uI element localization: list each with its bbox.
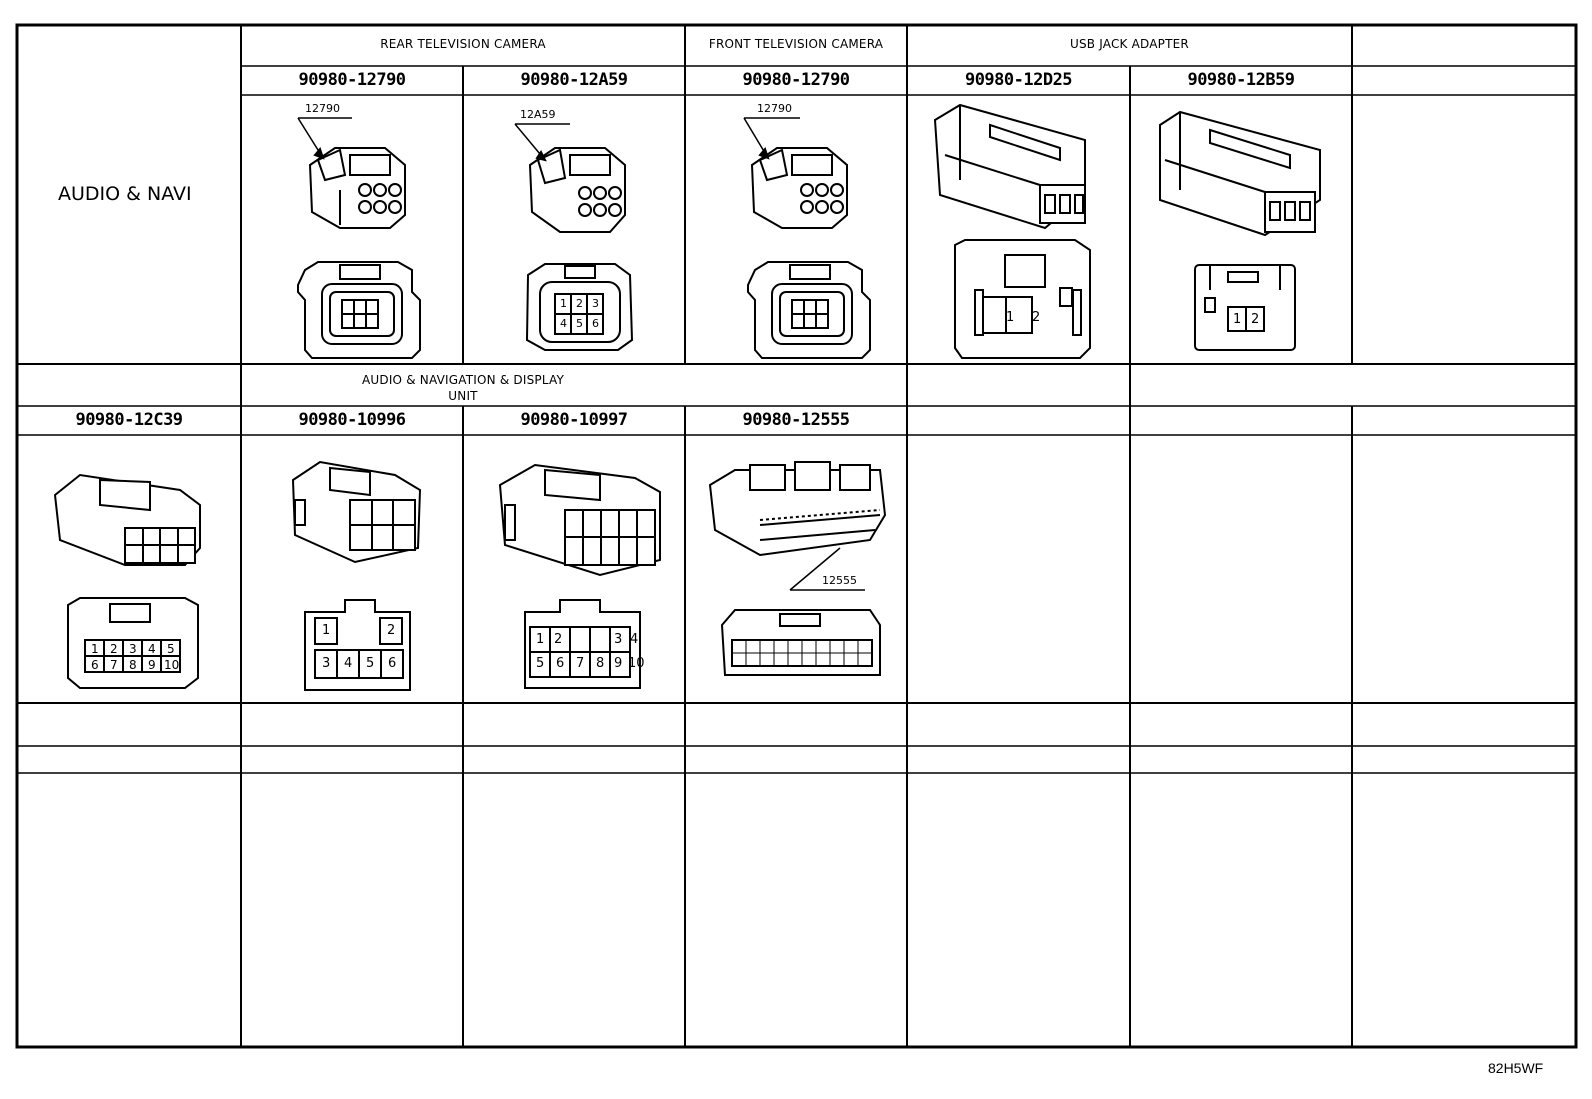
part-number: 90980-10996 — [298, 410, 406, 430]
part-number: 90980-12555 — [742, 410, 850, 430]
pin-label: 3 — [322, 656, 331, 671]
pin-label: 5 — [366, 656, 375, 671]
pin-label: 2 — [576, 297, 583, 310]
part-number: 90980-10997 — [520, 410, 628, 430]
pin-label: 8 — [129, 658, 137, 672]
connector-90980-10997 — [500, 465, 660, 688]
pin-label: 6 — [91, 658, 99, 672]
part-number: 90980-12C39 — [75, 410, 183, 430]
pin-label: 9 — [614, 656, 623, 671]
footer-code: 82H5WF — [1488, 1060, 1544, 1076]
pin-label: 1 — [1233, 312, 1242, 327]
section-title: AUDIO & NAVI — [58, 183, 192, 205]
part-number: 90980-12B59 — [1187, 70, 1295, 90]
pin-label: 9 — [148, 658, 156, 672]
connector-90980-12790-rear — [298, 118, 420, 358]
pin-label: 1 — [322, 623, 331, 638]
pin-label: 10 — [628, 656, 645, 671]
pin-label: 4 — [344, 656, 353, 671]
pin-label: 1 — [536, 632, 545, 647]
pin-label: 3 — [614, 632, 623, 647]
pin-label: 5 — [536, 656, 545, 671]
pin-label: 6 — [592, 317, 599, 330]
pin-label: 4 — [560, 317, 567, 330]
group-label-rear-camera: REAR TELEVISION CAMERA — [380, 37, 546, 51]
callout-label: 12A59 — [520, 108, 556, 121]
group-label-usb-adapter: USB JACK ADAPTER — [1070, 37, 1189, 51]
connector-90980-12555 — [710, 462, 885, 675]
pin-label: 4 — [630, 632, 639, 647]
connector-90980-12C39 — [55, 475, 200, 688]
pin-label: 7 — [110, 658, 118, 672]
pin-label: 2 — [110, 642, 118, 656]
callout-label: 12555 — [822, 574, 857, 587]
pin-label: 2 — [387, 623, 396, 638]
pin-label: 2 — [1251, 312, 1260, 327]
callout-label: 12790 — [305, 102, 340, 115]
pin-label: 6 — [556, 656, 565, 671]
group-label-audio-nav-display: AUDIO & NAVIGATION & DISPLAY — [361, 373, 565, 387]
part-number: 90980-12790 — [742, 70, 850, 90]
pin-label: 10 — [164, 658, 180, 672]
pin-label: 2 — [554, 632, 563, 647]
connector-90980-12790-front — [744, 118, 870, 358]
pin-label: 6 — [388, 656, 397, 671]
group-label-front-camera: FRONT TELEVISION CAMERA — [708, 37, 884, 51]
pin-label: 1 — [1006, 310, 1015, 325]
connector-90980-10996 — [293, 462, 420, 690]
callout-label: 12790 — [757, 102, 792, 115]
pin-label: 3 — [592, 297, 599, 310]
pin-label: 1 — [91, 642, 99, 656]
part-number: 90980-12790 — [298, 70, 406, 90]
pin-label: 3 — [129, 642, 137, 656]
part-number: 90980-12D25 — [964, 70, 1073, 90]
pin-label: 5 — [576, 317, 583, 330]
pin-label: 1 — [560, 297, 567, 310]
connector-90980-12A59 — [515, 124, 632, 350]
pin-label: 7 — [576, 656, 585, 671]
pin-label: 4 — [148, 642, 156, 656]
group-label-audio-nav-display-unit: UNIT — [448, 389, 478, 403]
pin-label: 8 — [596, 656, 605, 671]
pin-label: 2 — [1032, 310, 1041, 325]
pin-label: 5 — [167, 642, 175, 656]
part-number: 90980-12A59 — [520, 70, 628, 90]
